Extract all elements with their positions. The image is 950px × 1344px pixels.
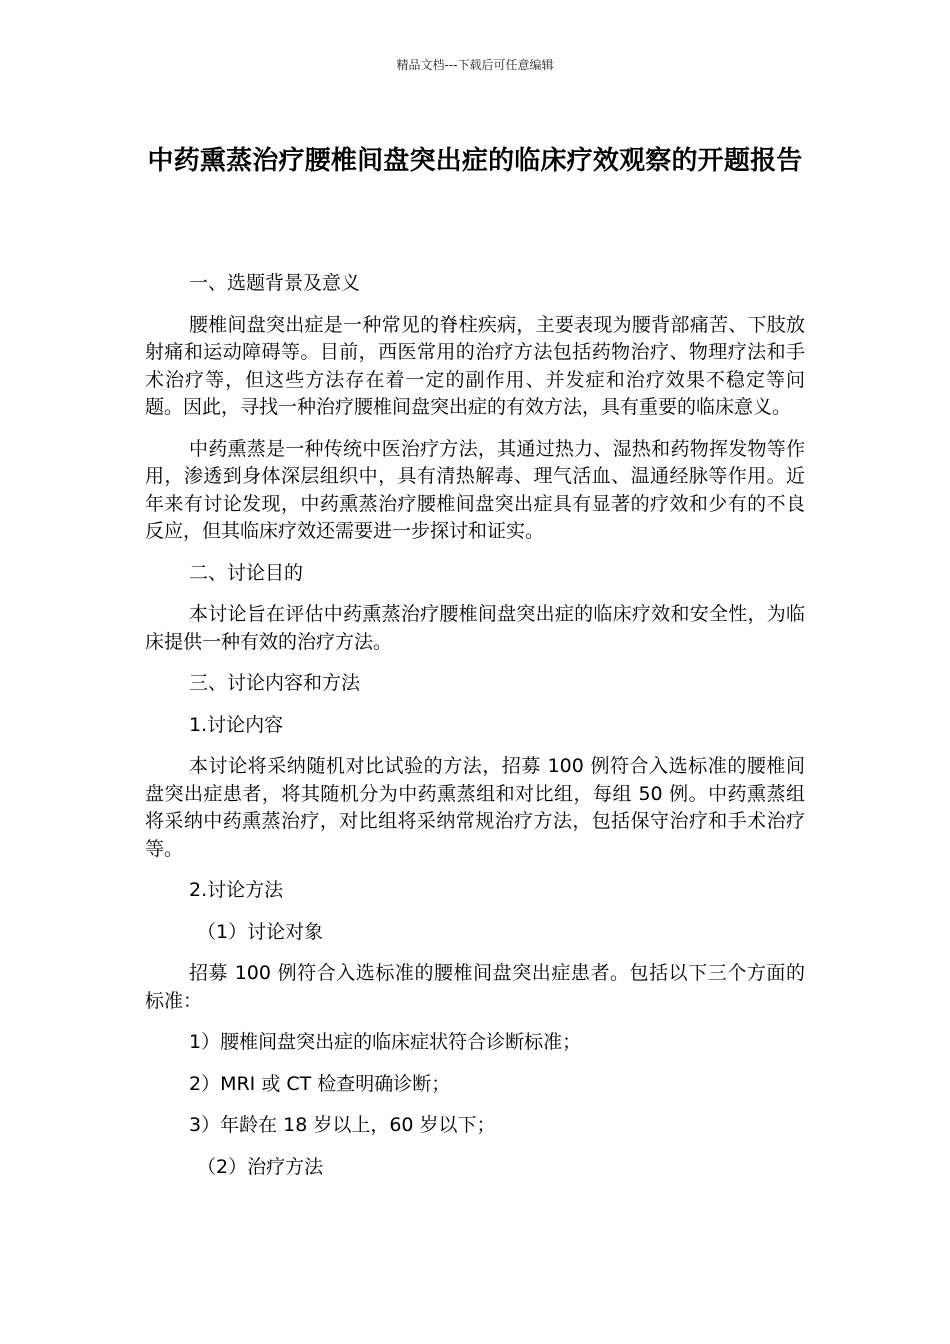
paragraph: 腰椎间盘突出症是一种常见的脊柱疾病，主要表现为腰背部痛苦、下肢放射痛和运动障碍等。目前，西医常用的治疗方法包括药物治疗、物理疗法和手术治疗等，但这些方法存在着一定的副作用、并发症和治疗效果不稳定等问题。因此，寻找一种治疗腰椎间盘突出症的有效方法，具有重要的临床意义。 <box>145 313 805 418</box>
document-title: 中药熏蒸治疗腰椎间盘突出症的临床疗效观察的开题报告 <box>147 146 803 176</box>
sub-subsection-heading: （2）治疗方法 <box>197 1155 324 1178</box>
page-header: 精品文档---下载后可任意编辑 <box>396 58 554 72</box>
section-heading: 一、选题背景及意义 <box>189 272 361 294</box>
document-body <box>145 270 805 1195</box>
subsection-heading: 1.讨论内容 <box>189 713 284 736</box>
subsection-heading: 2.讨论方法 <box>189 879 284 901</box>
sub-subsection-heading: （1）讨论对象 <box>197 920 324 943</box>
criterion-item: 3）年龄在 18 岁以上，60 岁以下； <box>189 1114 496 1136</box>
section-heading: 二、讨论目的 <box>189 561 304 584</box>
criterion-item: 1）腰椎间盘突出症的临床症状符合诊断标准； <box>189 1031 582 1053</box>
paragraph: 本讨论将采纳随机对比试验的方法，招募 100 例符合入选标准的腰椎间盘突出症患者，将其随机分为中药熏蒸组和对比组，每组 50 例。中药熏蒸组将采纳中药熏蒸治疗，对比组将采纳常规治疗方法，包括保守治疗和手术治疗等。 <box>145 755 805 860</box>
paragraph: 中药熏蒸是一种传统中医治疗方法，其通过热力、湿热和药物挥发物等作用，渗透到身体深层组织中，具有清热解毒、理气活血、温通经脉等作用。近年来有讨论发现，中药熏蒸治疗腰椎间盘突出症具有显著的疗效和少有的不良反应，但其临床疗效还需要进一步探讨和证实。 <box>145 437 805 542</box>
paragraph: 本讨论旨在评估中药熏蒸治疗腰椎间盘突出症的临床疗效和安全性，为临床提供一种有效的治疗方法。 <box>145 603 805 653</box>
section-heading: 三、讨论内容和方法 <box>189 672 361 694</box>
criterion-item: 2）MRI 或 CT 检查明确诊断； <box>189 1072 451 1095</box>
paragraph: 招募 100 例符合入选标准的腰椎间盘突出症患者。包括以下三个方面的标准： <box>145 962 805 1012</box>
